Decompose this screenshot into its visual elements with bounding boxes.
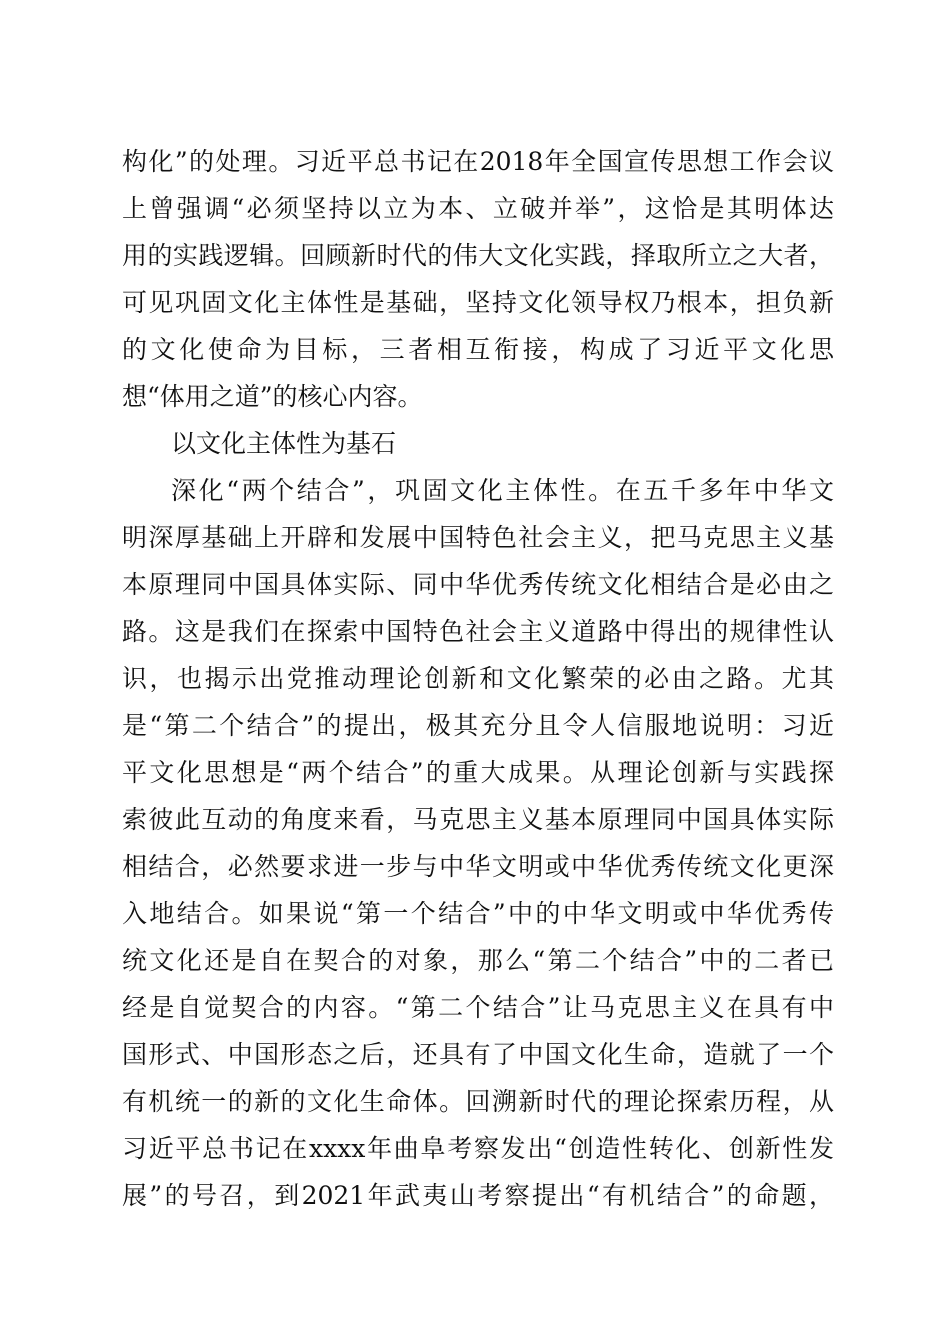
paragraph-2-line-15: 习近平总书记在xxxx年曲阜考察发出“创造性转化、创新性发 <box>122 1134 834 1163</box>
paragraph-1-line-2: 上曾强调“必须坚持以立为本、立破并举”，这恰是其明体达 <box>122 194 834 223</box>
paragraph-1-line-5: 的文化使命为目标，三者相互衔接，构成了习近平文化思 <box>122 335 834 364</box>
paragraph-1-line-3: 用的实践逻辑。回顾新时代的伟大文化实践，择取所立之大者， <box>122 241 834 270</box>
paragraph-2-line-2: 明深厚基础上开辟和发展中国特色社会主义，把马克思主义基 <box>122 523 834 552</box>
paragraph-2-line-11: 统文化还是自在契合的对象，那么“第二个结合”中的二者已 <box>122 946 834 975</box>
paragraph-2-line-14: 有机统一的新的文化生命体。回溯新时代的理论探索历程，从 <box>122 1087 834 1116</box>
paragraph-1-line-6: 想“体用之道”的核心内容。 <box>122 382 423 411</box>
paragraph-1-line-1: 构化”的处理。习近平总书记在2018年全国宣传思想工作会议 <box>122 147 834 176</box>
paragraph-2-line-16: 展”的号召，到2021年武夷山考察提出“有机结合”的命题， <box>122 1181 834 1210</box>
paragraph-1-line-4: 可见巩固文化主体性是基础，坚持文化领导权乃根本，担负新 <box>122 288 834 317</box>
paragraph-2-line-4: 路。这是我们在探索中国特色社会主义道路中得出的规律性认 <box>122 617 834 646</box>
paragraph-2-line-8: 索彼此互动的角度来看，马克思主义基本原理同中国具体实际 <box>122 805 834 834</box>
paragraph-2-line-5: 识，也揭示出党推动理论创新和文化繁荣的必由之路。尤其 <box>122 664 834 693</box>
paragraph-2-line-7: 平文化思想是“两个结合”的重大成果。从理论创新与实践探 <box>122 758 834 787</box>
paragraph-2-line-1: 深化“两个结合”，巩固文化主体性。在五千多年中华文 <box>171 476 834 505</box>
paragraph-2-line-13: 国形式、中国形态之后，还具有了中国文化生命，造就了一个 <box>122 1040 834 1069</box>
section-heading: 以文化主体性为基石 <box>171 429 397 458</box>
paragraph-2-line-3: 本原理同中国具体实际、同中华优秀传统文化相结合是必由之 <box>122 570 834 599</box>
paragraph-2-line-12: 经是自觉契合的内容。“第二个结合”让马克思主义在具有中 <box>122 993 834 1022</box>
paragraph-2-line-9: 相结合，必然要求进一步与中华文明或中华优秀传统文化更深 <box>122 852 834 881</box>
paragraph-2-line-6: 是“第二个结合”的提出，极其充分且令人信服地说明：习近 <box>122 711 834 740</box>
paragraph-2-line-10: 入地结合。如果说“第一个结合”中的中华文明或中华优秀传 <box>122 899 834 928</box>
